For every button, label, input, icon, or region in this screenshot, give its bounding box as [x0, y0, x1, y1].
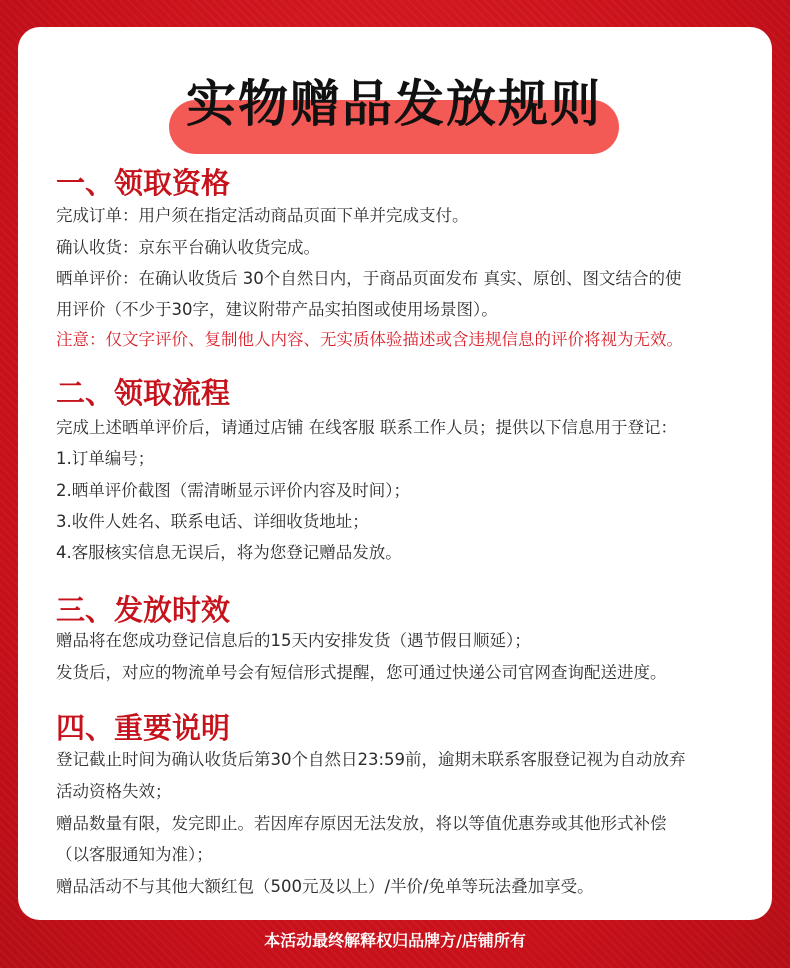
rule-line: 活动资格失效；: [56, 782, 172, 801]
section-heading-timeline: 三、发放时效: [56, 593, 231, 627]
rule-line: 发货后，对应的物流单号会有短信形式提醒，您可通过快递公司官网查询配送进度。: [56, 663, 667, 682]
invalid-review-note: 注意：仅文字评价、复制他人内容、无实质体验描述或含违规信息的评价将视为无效。: [56, 330, 683, 349]
footer-disclaimer: 本活动最终解释权归品牌方/店铺所有: [264, 931, 526, 950]
section-heading-process: 二、领取流程: [56, 376, 231, 410]
rule-line: 完成上述晒单评价后，请通过店铺 在线客服 联系工作人员；提供以下信息用于登记：: [56, 418, 677, 437]
section-heading-eligibility: 一、领取资格: [56, 166, 231, 200]
rule-line: 完成订单：用户须在指定活动商品页面下单并完成支付。: [56, 206, 469, 225]
rule-line: 赠品数量有限，发完即止。若因库存原因无法发放，将以等值优惠券或其他形式补偿: [56, 814, 667, 833]
rule-line: 用评价（不少于30字，建议附带产品实拍图或使用场景图）。: [56, 300, 498, 319]
rule-line: 确认收货：京东平台确认收货完成。: [56, 238, 320, 257]
rule-line: 晒单评价：在确认收货后 30个自然日内，于商品页面发布 真实、原创、图文结合的使: [56, 269, 682, 288]
rule-line: 登记截止时间为确认收货后第30个自然日23:59前，逾期未联系客服登记视为自动放弃: [56, 750, 686, 769]
rule-line: 4.客服核实信息无误后，将为您登记赠品发放。: [56, 543, 402, 562]
page-title: 实物赠品发放规则: [186, 75, 602, 133]
rules-card: [18, 27, 772, 920]
rule-line: 3.收件人姓名、联系电话、详细收货地址；: [56, 512, 369, 531]
rule-line: 赠品活动不与其他大额红包（500元及以上）/半价/免单等玩法叠加享受。: [56, 877, 594, 896]
section-heading-notes: 四、重要说明: [56, 711, 231, 745]
title-banner: [169, 54, 619, 154]
rule-line: 1.订单编号；: [56, 449, 155, 468]
rule-line: 2.晒单评价截图（需清晰显示评价内容及时间）；: [56, 481, 410, 500]
rule-line: 赠品将在您成功登记信息后的15天内安排发货（遇节假日顺延）；: [56, 631, 531, 650]
rule-line: （以客服通知为准）；: [56, 845, 213, 864]
